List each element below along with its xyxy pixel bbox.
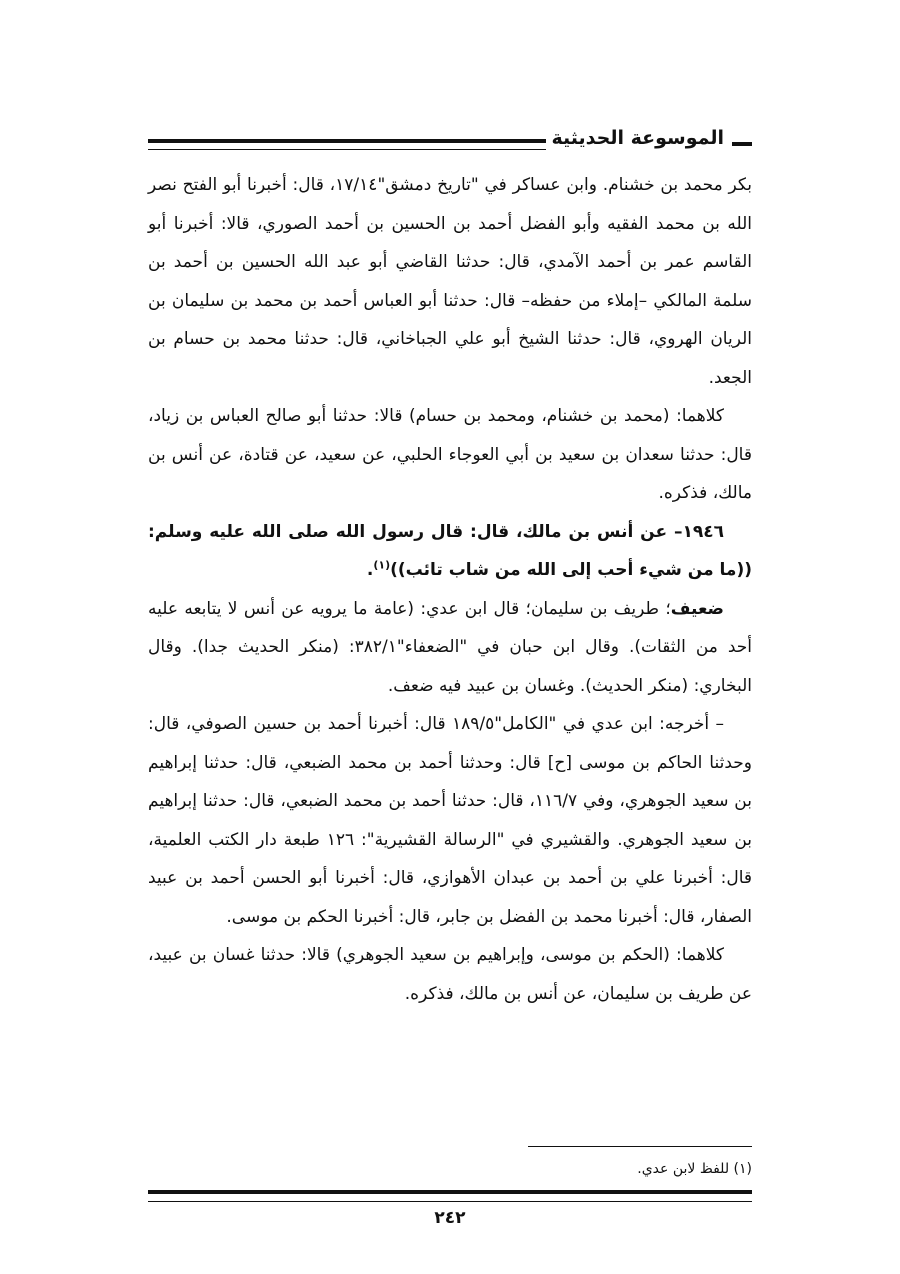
footnote-1: (١) للفظ لابن عدي. (637, 1161, 752, 1177)
footer-rule (148, 1190, 752, 1202)
header-title: الموسوعة الحديثية (551, 127, 724, 149)
paragraph-isnad-1: بكر محمد بن خشنام. وابن عساكر في "تاريخ دمشق"١٧/١٤، قال: أخبرنا أبو الفتح نصر الله بن محمد الفقيه وأبو الفضل أحمد بن الحسين بن أحمد الصوري، قالا: أخبرنا أبو القاسم عمر بن أحمد الآمدي، قال: حدثنا القاضي أبو عبد الله الحسين بن أحمد بن سلمة المالكي –إملاء من حفظه– قال: حدثنا أبو العباس أحمد بن محمد بن سليمان بن الريان الهروي، قال: حدثنا الشيخ أبو علي الجباخاني، قال: حدثنا محمد بن حسام بن الجعد. (148, 175, 752, 388)
body-text (148, 166, 752, 1013)
paragraph-grading (148, 590, 752, 706)
grading-text: ؛ طريف بن سليمان؛ قال ابن عدي: (عامة ما يرويه عن أنس لا يتابعه عليه أحد من الثقات). وقال ابن حبان في "الضعفاء"٣٨٢/١: (منكر الحديث جدا). وقال البخاري: (منكر الحديث). وغسان بن عبيد فيه ضعف. (148, 598, 753, 696)
footnote-ref[interactable]: (١) (373, 558, 391, 572)
hadith-end: . (366, 560, 374, 580)
running-header (148, 118, 752, 158)
hadith-number: ١٩٤٦ (682, 521, 724, 542)
paragraph-isnad-2: كلاهما: (محمد بن خشنام، ومحمد بن حسام) قالا: حدثنا أبو صالح العباس بن زياد، قال: حدثنا سعدان بن سعيد بن أبي العوجاء الحلبي، عن سعيد، عن قتادة، عن أنس بن مالك، فذكره. (148, 406, 752, 503)
paragraph-isnad-3: كلاهما: (الحكم بن موسى، وإبراهيم بن سعيد الجوهري) قالا: حدثنا غسان بن عبيد، عن طريف بن سليمان، عن أنس بن مالك، فذكره. (148, 945, 752, 1004)
paragraph-takhrij: – أخرجه: ابن عدي في "الكامل"١٨٩/٥ قال: أخبرنا أحمد بن حسين الصوفي، قال: وحدثنا الحاكم بن موسى [ح] قال: وحدثنا أحمد بن محمد الضبعي، قال: حدثنا إبراهيم بن سعيد الجوهري، وفي ١١٦/٧، قال: حدثنا أحمد بن محمد الضبعي، قال: حدثنا إبراهيم بن سعيد الجوهري. والقشيري في "الرسالة القشيرية": ١٢٦ طبعة دار الكتب العلمية، قال: أخبرنا علي بن أحمد بن عبدان الأهوازي، قال: أخبرنا أبو الحسن أحمد بن عبيد الصفار، قال: أخبرنا محمد بن الفضل بن جابر، قال: أخبرنا الحكم بن موسى. (148, 714, 753, 927)
hadith-text (148, 513, 752, 590)
grade-label: ضعيف (670, 598, 724, 619)
page-number: ٢٤٢ (434, 1208, 466, 1228)
header-rule-short (732, 142, 752, 146)
hadith-matn: – عن أنس بن مالك، قال: قال رسول الله صلى الله عليه وسلم: ((ما من شيء أحب إلى الله من شاب تائب)) (148, 521, 752, 580)
header-rule-long (148, 139, 546, 150)
footnote-separator (528, 1146, 752, 1147)
